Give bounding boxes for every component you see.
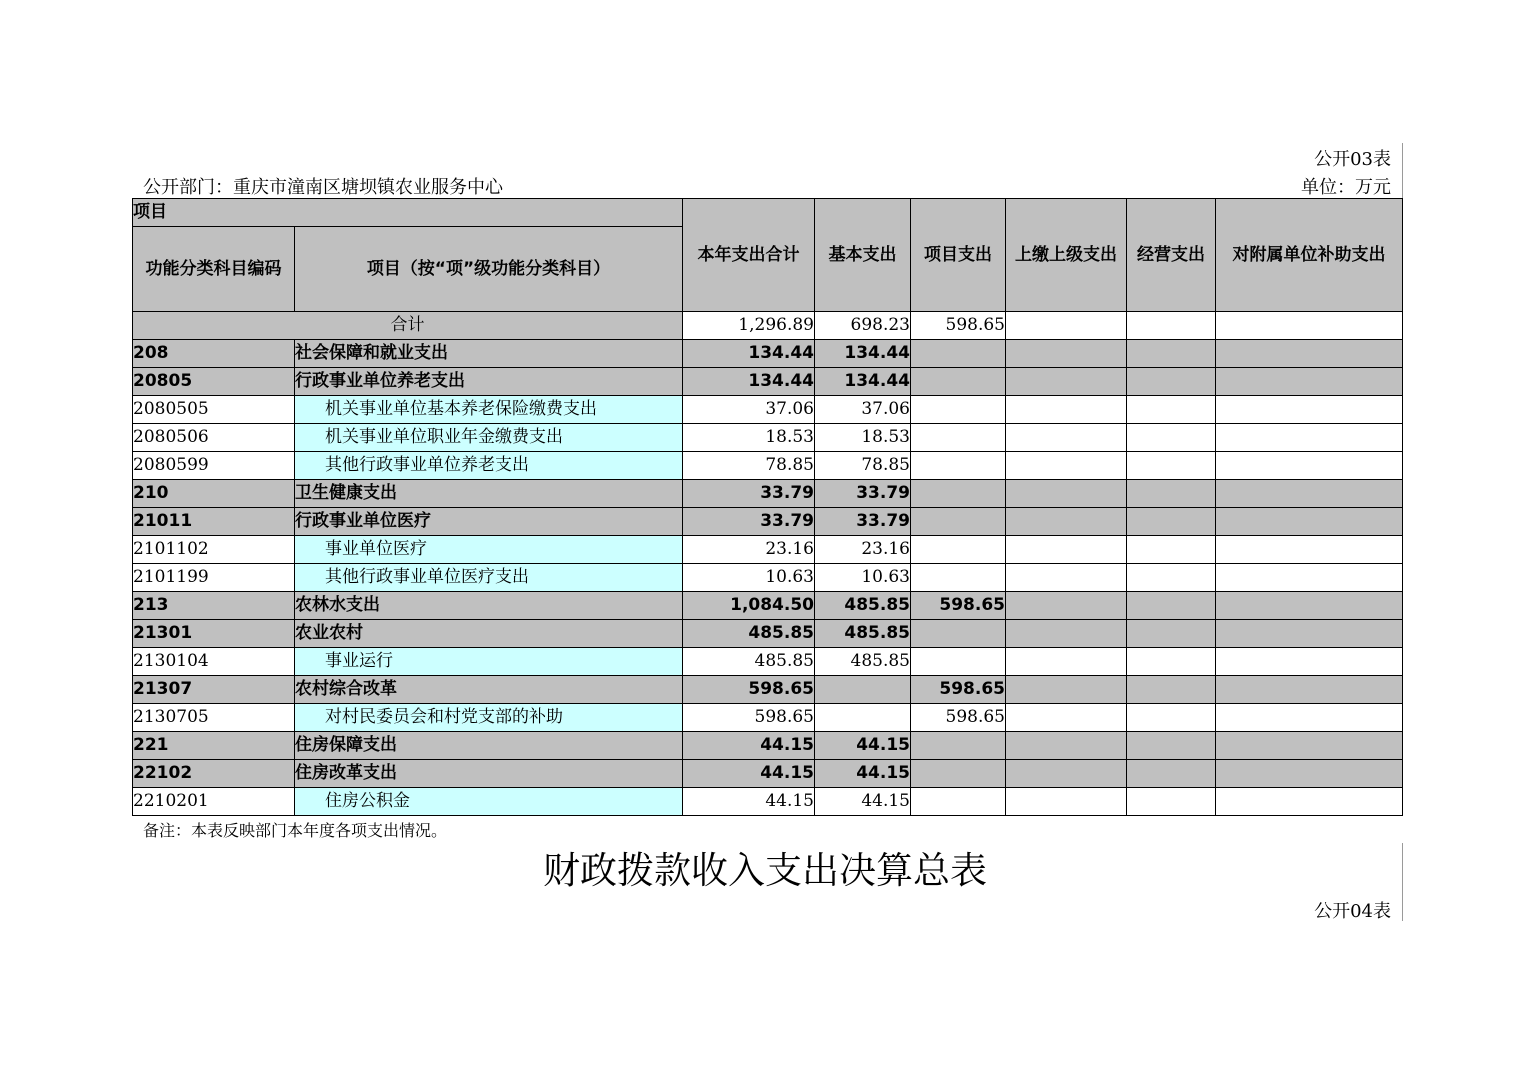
total-row	[133, 312, 1403, 340]
row-basic: 44.15	[815, 788, 911, 816]
row-upper	[1006, 368, 1127, 396]
row-business	[1127, 536, 1216, 564]
total-total: 1,296.89	[683, 312, 815, 340]
header-business: 经营支出	[1127, 199, 1216, 312]
row-code: 21307	[133, 676, 295, 704]
row-code: 2101102	[133, 536, 295, 564]
row-subsidy	[1216, 620, 1403, 648]
row-basic: 78.85	[815, 452, 911, 480]
row-business	[1127, 592, 1216, 620]
row-subsidy	[1216, 732, 1403, 760]
row-business	[1127, 788, 1216, 816]
department-label: 公开部门：重庆市潼南区塘坝镇农业服务中心	[143, 177, 503, 198]
row-code: 22102	[133, 760, 295, 788]
remark-note: 备注：本表反映部门本年度各项支出情况。	[143, 821, 448, 840]
row-code: 20805	[133, 368, 295, 396]
table-row	[133, 704, 1403, 732]
row-code: 2080506	[133, 424, 295, 452]
row-basic: 33.79	[815, 480, 911, 508]
total-business	[1127, 312, 1216, 340]
right-margin-line-top	[1402, 143, 1403, 198]
row-total: 134.44	[683, 340, 815, 368]
row-upper	[1006, 396, 1127, 424]
total-basic: 698.23	[815, 312, 911, 340]
table-row	[133, 620, 1403, 648]
row-basic: 134.44	[815, 368, 911, 396]
table-row	[133, 760, 1403, 788]
row-code: 2101199	[133, 564, 295, 592]
row-basic: 44.15	[815, 760, 911, 788]
row-code: 2080599	[133, 452, 295, 480]
row-name: 其他行政事业单位养老支出	[295, 452, 683, 480]
row-name: 社会保障和就业支出	[295, 340, 683, 368]
row-project-exp: 598.65	[911, 592, 1006, 620]
header-project-exp: 项目支出	[911, 199, 1006, 312]
row-upper	[1006, 788, 1127, 816]
row-basic: 485.85	[815, 592, 911, 620]
row-code: 2130705	[133, 704, 295, 732]
table-row	[133, 648, 1403, 676]
row-project-exp	[911, 368, 1006, 396]
table-row	[133, 508, 1403, 536]
row-total: 44.15	[683, 788, 815, 816]
row-subsidy	[1216, 536, 1403, 564]
row-name: 对村民委员会和村党支部的补助	[295, 704, 683, 732]
row-upper	[1006, 760, 1127, 788]
row-business	[1127, 564, 1216, 592]
row-business	[1127, 676, 1216, 704]
row-name: 其他行政事业单位医疗支出	[295, 564, 683, 592]
row-basic: 23.16	[815, 536, 911, 564]
row-name: 事业单位医疗	[295, 536, 683, 564]
row-code: 208	[133, 340, 295, 368]
next-table-number: 公开04表	[1314, 901, 1391, 922]
unit-label: 单位：万元	[1301, 177, 1391, 198]
table-row	[133, 424, 1403, 452]
row-basic: 37.06	[815, 396, 911, 424]
row-name: 住房保障支出	[295, 732, 683, 760]
row-code: 2210201	[133, 788, 295, 816]
table-body	[133, 199, 1403, 816]
table-row	[133, 396, 1403, 424]
row-business	[1127, 620, 1216, 648]
header-project: 项目	[133, 199, 683, 227]
row-subsidy	[1216, 564, 1403, 592]
table-row	[133, 368, 1403, 396]
row-business	[1127, 508, 1216, 536]
row-total: 44.15	[683, 760, 815, 788]
row-total: 598.65	[683, 676, 815, 704]
header-total: 本年支出合计	[683, 199, 815, 312]
header-subsidy: 对附属单位补助支出	[1216, 199, 1403, 312]
table-row	[133, 452, 1403, 480]
row-subsidy	[1216, 368, 1403, 396]
row-subsidy	[1216, 788, 1403, 816]
total-project-exp: 598.65	[911, 312, 1006, 340]
row-business	[1127, 480, 1216, 508]
total-label: 合计	[133, 312, 683, 340]
row-total: 18.53	[683, 424, 815, 452]
row-project-exp	[911, 508, 1006, 536]
row-code: 213	[133, 592, 295, 620]
row-subsidy	[1216, 340, 1403, 368]
row-code: 221	[133, 732, 295, 760]
row-subsidy	[1216, 676, 1403, 704]
row-upper	[1006, 732, 1127, 760]
row-total: 10.63	[683, 564, 815, 592]
row-total: 23.16	[683, 536, 815, 564]
header-basic: 基本支出	[815, 199, 911, 312]
row-code: 2080505	[133, 396, 295, 424]
row-name: 机关事业单位职业年金缴费支出	[295, 424, 683, 452]
header-code: 功能分类科目编码	[133, 227, 295, 312]
row-subsidy	[1216, 480, 1403, 508]
row-upper	[1006, 564, 1127, 592]
row-total: 485.85	[683, 620, 815, 648]
row-project-exp	[911, 396, 1006, 424]
row-project-exp	[911, 536, 1006, 564]
row-upper	[1006, 340, 1127, 368]
row-subsidy	[1216, 424, 1403, 452]
row-business	[1127, 704, 1216, 732]
row-business	[1127, 424, 1216, 452]
table-row	[133, 340, 1403, 368]
row-total: 44.15	[683, 732, 815, 760]
row-project-exp	[911, 480, 1006, 508]
row-upper	[1006, 480, 1127, 508]
row-basic: 485.85	[815, 648, 911, 676]
table-row	[133, 480, 1403, 508]
row-upper	[1006, 424, 1127, 452]
row-code: 21011	[133, 508, 295, 536]
table-row	[133, 536, 1403, 564]
total-upper	[1006, 312, 1127, 340]
row-upper	[1006, 452, 1127, 480]
row-subsidy	[1216, 396, 1403, 424]
row-subsidy	[1216, 592, 1403, 620]
row-total: 134.44	[683, 368, 815, 396]
row-subsidy	[1216, 452, 1403, 480]
row-project-exp	[911, 760, 1006, 788]
table-row	[133, 592, 1403, 620]
row-business	[1127, 732, 1216, 760]
header-upper: 上缴上级支出	[1006, 199, 1127, 312]
row-upper	[1006, 676, 1127, 704]
row-basic: 18.53	[815, 424, 911, 452]
row-project-exp	[911, 788, 1006, 816]
row-upper	[1006, 648, 1127, 676]
row-business	[1127, 340, 1216, 368]
row-business	[1127, 396, 1216, 424]
row-code: 210	[133, 480, 295, 508]
row-basic: 485.85	[815, 620, 911, 648]
row-name: 农林水支出	[295, 592, 683, 620]
row-upper	[1006, 704, 1127, 732]
row-project-exp	[911, 424, 1006, 452]
row-business	[1127, 368, 1216, 396]
row-name: 农业农村	[295, 620, 683, 648]
row-code: 21301	[133, 620, 295, 648]
row-project-exp: 598.65	[911, 676, 1006, 704]
row-name: 农村综合改革	[295, 676, 683, 704]
row-project-exp	[911, 732, 1006, 760]
table-row	[133, 676, 1403, 704]
row-project-exp	[911, 564, 1006, 592]
header-name: 项目（按“项”级功能分类科目）	[295, 227, 683, 312]
row-name: 行政事业单位医疗	[295, 508, 683, 536]
expenditure-table	[132, 198, 1403, 816]
next-section-title: 财政拨款收入支出决算总表	[543, 849, 987, 892]
total-subsidy	[1216, 312, 1403, 340]
row-upper	[1006, 620, 1127, 648]
row-subsidy	[1216, 648, 1403, 676]
header-row-project	[133, 199, 1403, 227]
table-row	[133, 788, 1403, 816]
row-name: 卫生健康支出	[295, 480, 683, 508]
row-upper	[1006, 592, 1127, 620]
row-name: 事业运行	[295, 648, 683, 676]
row-total: 78.85	[683, 452, 815, 480]
row-business	[1127, 648, 1216, 676]
row-business	[1127, 760, 1216, 788]
row-business	[1127, 452, 1216, 480]
row-total: 485.85	[683, 648, 815, 676]
row-name: 住房改革支出	[295, 760, 683, 788]
row-project-exp	[911, 648, 1006, 676]
row-project-exp	[911, 340, 1006, 368]
row-project-exp	[911, 452, 1006, 480]
row-basic: 134.44	[815, 340, 911, 368]
row-upper	[1006, 536, 1127, 564]
row-basic: 33.79	[815, 508, 911, 536]
row-basic: 10.63	[815, 564, 911, 592]
row-total: 33.79	[683, 480, 815, 508]
table-row	[133, 564, 1403, 592]
row-basic	[815, 704, 911, 732]
table-number: 公开03表	[1314, 149, 1391, 170]
row-total: 37.06	[683, 396, 815, 424]
row-upper	[1006, 508, 1127, 536]
row-total: 33.79	[683, 508, 815, 536]
table-row	[133, 732, 1403, 760]
row-subsidy	[1216, 508, 1403, 536]
row-total: 1,084.50	[683, 592, 815, 620]
row-total: 598.65	[683, 704, 815, 732]
row-name: 住房公积金	[295, 788, 683, 816]
row-name: 行政事业单位养老支出	[295, 368, 683, 396]
row-basic	[815, 676, 911, 704]
row-code: 2130104	[133, 648, 295, 676]
row-basic: 44.15	[815, 732, 911, 760]
row-project-exp	[911, 620, 1006, 648]
row-project-exp: 598.65	[911, 704, 1006, 732]
row-subsidy	[1216, 760, 1403, 788]
row-subsidy	[1216, 704, 1403, 732]
row-name: 机关事业单位基本养老保险缴费支出	[295, 396, 683, 424]
